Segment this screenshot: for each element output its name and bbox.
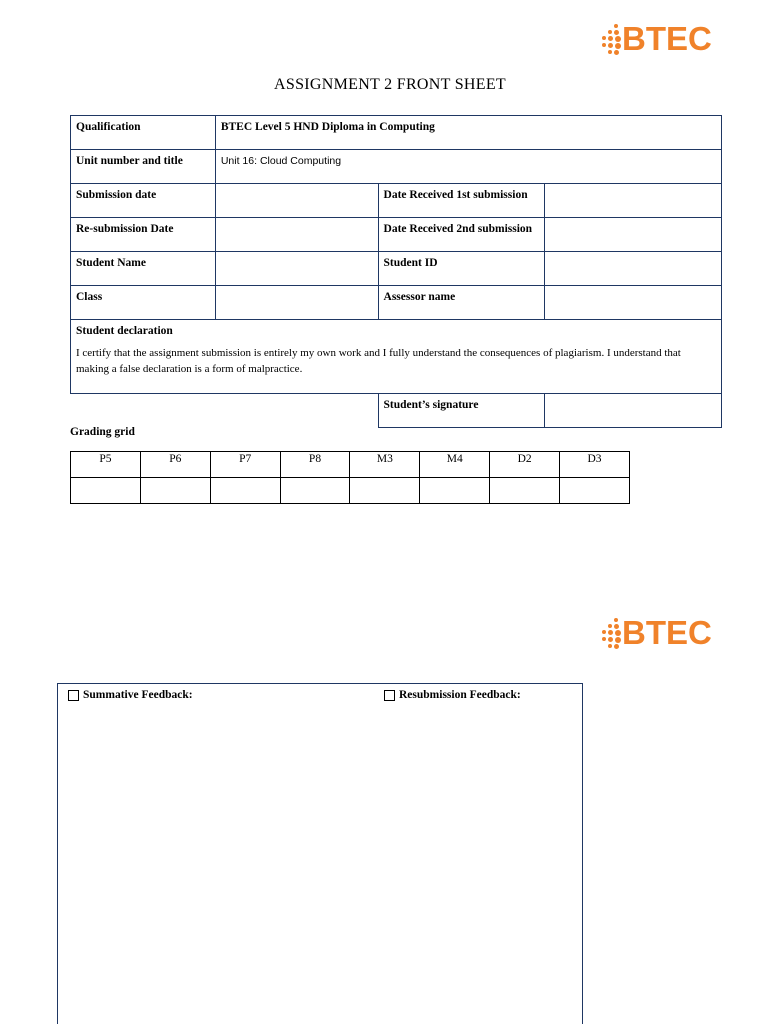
grade-header: P7 [210, 452, 280, 478]
logo-text: BTEC [622, 614, 712, 651]
grade-cell[interactable] [350, 478, 420, 504]
student-name-label: Student Name [71, 252, 216, 286]
resubmission-feedback[interactable] [384, 689, 521, 701]
checkbox-icon[interactable] [384, 690, 395, 701]
grade-cell[interactable] [71, 478, 141, 504]
summative-feedback-label: Summative Feedback: [83, 689, 193, 701]
grade-header: P5 [71, 452, 141, 478]
submission-date-field[interactable] [215, 184, 378, 218]
grade-header: D2 [490, 452, 560, 478]
table-row [71, 252, 722, 286]
student-id-label: Student ID [378, 252, 545, 286]
student-name-field[interactable] [215, 252, 378, 286]
table-row [71, 116, 722, 150]
empty-cell [71, 394, 379, 428]
grade-cell[interactable] [490, 478, 560, 504]
date-received-1-field[interactable] [545, 184, 722, 218]
declaration-label: Student declaration [76, 325, 173, 337]
unit-label: Unit number and title [71, 150, 216, 184]
resubmission-date-field[interactable] [215, 218, 378, 252]
qualification-value: BTEC Level 5 HND Diploma in Computing [215, 116, 721, 150]
btec-logo [600, 616, 712, 649]
grade-header: P6 [140, 452, 210, 478]
resubmission-feedback-label: Resubmission Feedback: [399, 689, 521, 701]
grading-grid [70, 451, 630, 504]
resubmission-date-label: Re-submission Date [71, 218, 216, 252]
checkbox-icon[interactable] [68, 690, 79, 701]
table-row [71, 184, 722, 218]
logo-text: BTEC [622, 20, 712, 57]
grading-grid-label: Grading grid [70, 426, 135, 438]
assessor-field[interactable] [545, 286, 722, 320]
declaration-cell [71, 320, 722, 394]
qualification-label: Qualification [71, 116, 216, 150]
unit-value: Unit 16: Cloud Computing [215, 150, 721, 184]
page-title: ASSIGNMENT 2 FRONT SHEET [274, 76, 506, 93]
grading-header-row [71, 452, 630, 478]
assessor-label: Assessor name [378, 286, 545, 320]
grade-cell[interactable] [280, 478, 350, 504]
date-received-2-label: Date Received 2nd submission [378, 218, 545, 252]
logo-dots-icon [600, 618, 622, 648]
grade-header: M4 [420, 452, 490, 478]
btec-logo [600, 22, 712, 55]
grade-header: D3 [560, 452, 630, 478]
table-row [71, 286, 722, 320]
submission-date-label: Submission date [71, 184, 216, 218]
date-received-1-label: Date Received 1st submission [378, 184, 545, 218]
grade-cell[interactable] [210, 478, 280, 504]
grading-value-row [71, 478, 630, 504]
signature-label: Student’s signature [378, 394, 545, 428]
table-row [71, 218, 722, 252]
grade-cell[interactable] [140, 478, 210, 504]
grade-header: M3 [350, 452, 420, 478]
table-row [71, 320, 722, 394]
declaration-text: I certify that the assignment submission is entirely my own work and I fully understand the consequences of plagiarism. I understand that making a false declaration is a form of malpractice. [76, 347, 681, 375]
class-field[interactable] [215, 286, 378, 320]
grade-header: P8 [280, 452, 350, 478]
summative-feedback[interactable] [68, 689, 193, 701]
signature-field[interactable] [545, 394, 722, 428]
feedback-box[interactable] [57, 683, 583, 1024]
date-received-2-field[interactable] [545, 218, 722, 252]
grade-cell[interactable] [560, 478, 630, 504]
class-label: Class [71, 286, 216, 320]
front-sheet-table [70, 115, 722, 428]
logo-dots-icon [600, 24, 622, 54]
student-id-field[interactable] [545, 252, 722, 286]
grade-cell[interactable] [420, 478, 490, 504]
table-row [71, 150, 722, 184]
table-row [71, 394, 722, 428]
